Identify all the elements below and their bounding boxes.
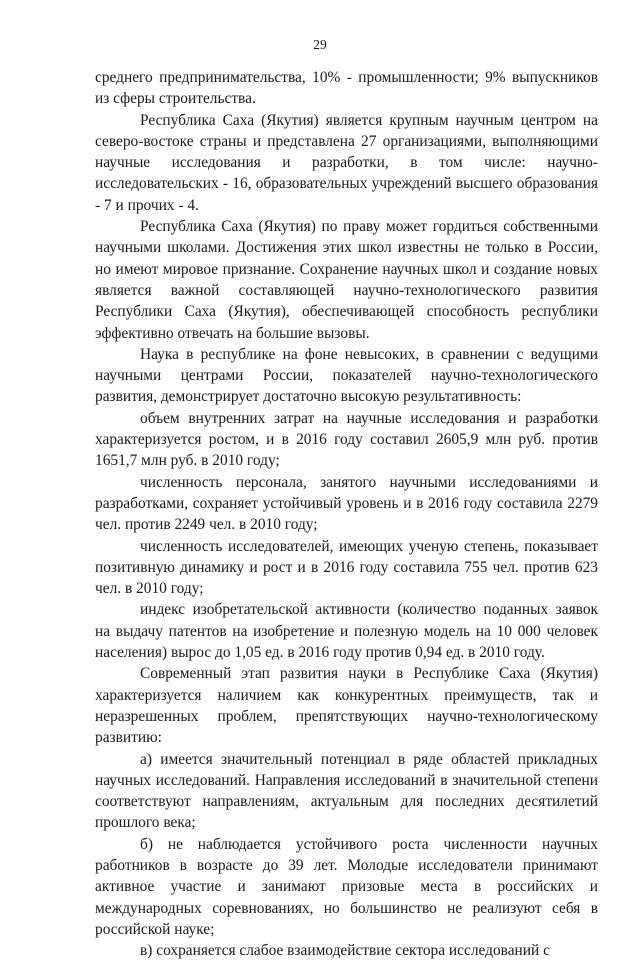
list-item-b: б) не наблюдается устойчивого роста численности научных работников в возрасте до 39 лет. Молодые исследователи принимают активное участие и занимают призовые места в российских и международных соревнованиях, но большинство не реализуют себя в российской науке; xyxy=(95,835,598,938)
paragraph-continuation: среднего предпринимательства, 10% - промышленности; 9% выпускников из сферы строительства. xyxy=(95,69,598,108)
list-item-c: в) сохраняется слабое взаимодействие сектора исследований с xyxy=(140,942,550,960)
list-item-personnel: численность персонала, занятого научными исследованиями и разработками, сохраняет устойчивый уровень и в 2016 году составила 2279 чел. против 2249 чел. в 2010 году; xyxy=(95,473,598,534)
paragraph-scientific-schools: Республика Саха (Якутия) по праву может гордиться собственными научными школами. Достижения этих школ известны не только в России, но имеют мировое признание. Сохранение научных школ и создание новых является важной составляющей научно-технологического развития Республики Саха (Якутия), обеспечивающей способность республики эффективно отвечать на большие вызовы. xyxy=(95,218,598,342)
paragraph-current-stage: Современный этап развития науки в Республике Саха (Якутия) характеризуется наличием как конкурентных преимуществ, так и неразрешенных проблем, препятствующих научно-технологическому развитию: xyxy=(95,665,598,747)
list-item-invention-index: индекс изобретательской активности (количество поданных заявок на выдачу патентов на изобретение и полезную модель на 10 000 человек населения) вырос до 1,05 ед. в 2016 году против 0,94 ед. в 2010 году. xyxy=(95,601,598,662)
body-text xyxy=(95,67,598,961)
paragraph-science-center: Республика Саха (Якутия) является крупным научным центром на северо-востоке страны и представлена 27 организациями, выполняющими научные исследования и разработки, в том числе: научно-исследовательских - 16, образовательных учреждений высшего образования - 7 и прочих - 4. xyxy=(95,111,598,214)
list-item-a: а) имеется значительный потенциал в ряде областей прикладных научных исследований. Направления исследований в значительной степени соответствуют направлениям, актуальным для последних десятилетий прошлого века; xyxy=(95,750,598,832)
list-item-costs: объем внутренних затрат на научные исследования и разработки характеризуется ростом, и в 2016 году составил 2605,9 млн руб. против 1651,7 млн руб. в 2010 году; xyxy=(95,409,598,470)
page-number: 29 xyxy=(313,37,327,52)
paragraph-effectiveness: Наука в республике на фоне невысоких, в сравнении с ведущими научными центрами России, показателей научно-технологического развития, демонстрирует достаточно высокую результативность: xyxy=(95,345,598,406)
list-item-researchers: численность исследователей, имеющих ученую степень, показывает позитивную динамику и рост и в 2016 году составила 755 чел. против 623 чел. в 2010 году; xyxy=(95,537,598,598)
